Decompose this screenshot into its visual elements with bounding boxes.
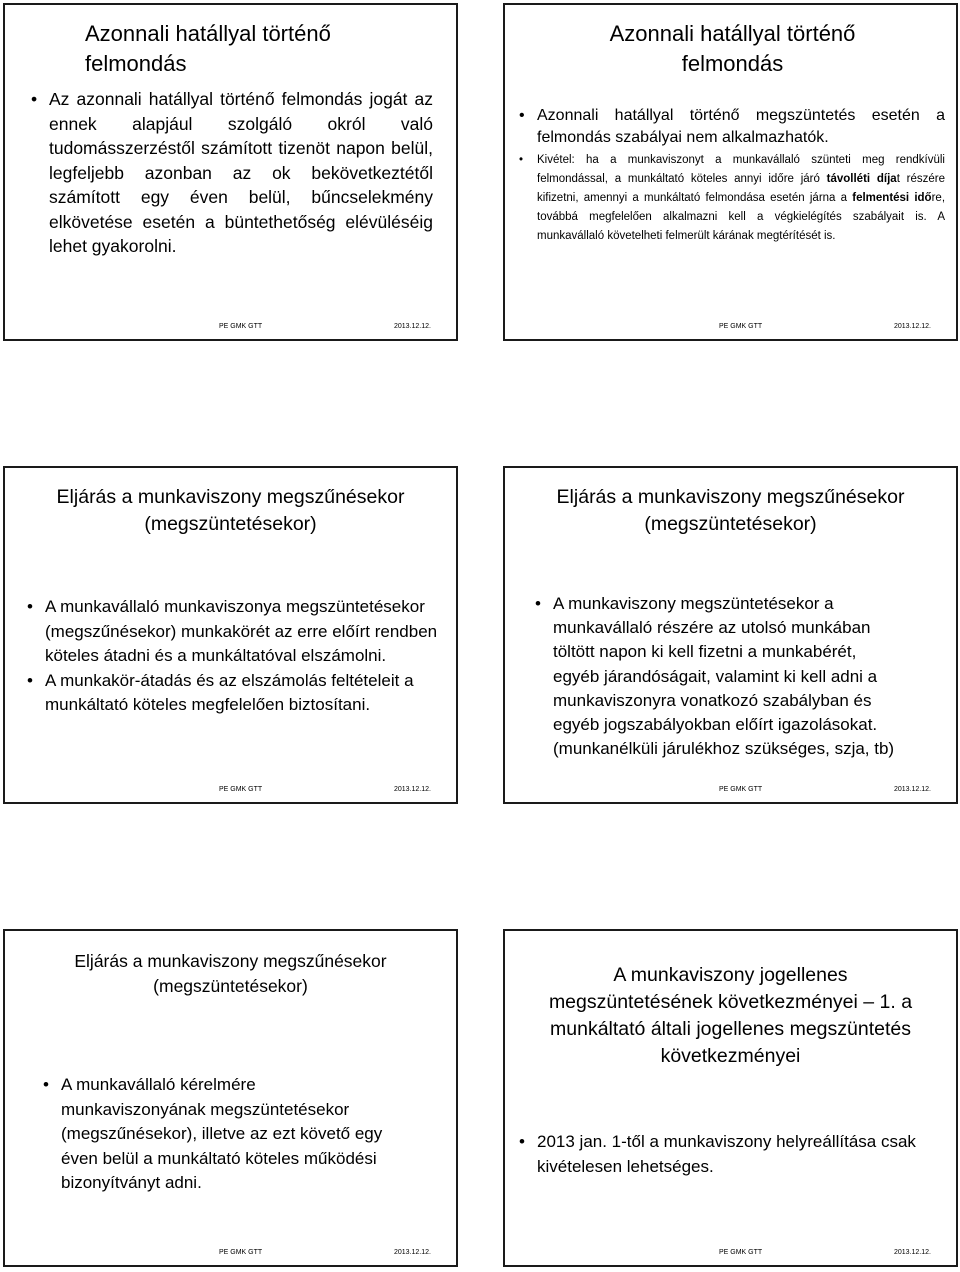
footer-date: 2013.12.12.	[894, 786, 931, 793]
bullet-item: • A munkaviszony megszüntetésekor a munkavállaló részére az utolsó munkában töltött napon ki kell fizetni a munkabérét, egyéb járandóságait, valamint ki kell adni a munkaviszonyra vonatkozó szabályban és egyéb jogszabályokban előírt igazolásokat. (munkanélküli járulékhoz szükséges, szja, tb)	[535, 592, 905, 761]
footer-date: 2013.12.12.	[394, 323, 431, 330]
bullet-item: • A munkavállaló munkaviszonya megszüntetésekor (megszűnésekor) munkakörét az erre előírt rendben köteles átadni és a munkáltatóval elszámolni.	[27, 595, 447, 669]
bullet-item-exception	[519, 151, 945, 246]
slide-4	[503, 466, 958, 804]
slide-footer	[505, 322, 956, 332]
footer-date: 2013.12.12.	[894, 323, 931, 330]
slide-footer	[505, 785, 956, 795]
slide-footer	[5, 322, 456, 332]
footer-org: PE GMK GTT	[219, 323, 263, 330]
bullet-item: • Azonnali hatállyal történő megszüntetés esetén a felmondás szabályai nem alkalmazhatók.	[519, 105, 945, 149]
slide-title: Eljárás a munkaviszony megszűnésekor (megszüntetésekor)	[556, 486, 905, 535]
footer-date: 2013.12.12.	[894, 1249, 931, 1256]
bullet-list	[43, 1073, 403, 1196]
exception-text: re, továbbá megfelelően alkalmazni kell a végkielégítés szabályait is. A munkavállaló követelheti felmerült kárának megtérítését is.	[537, 192, 946, 242]
exception-bold-term: felmentési idő	[852, 192, 932, 204]
bullet-list	[31, 87, 433, 259]
slide-title: Azonnali hatállyal történő felmondás	[85, 21, 331, 76]
bullet-list	[535, 592, 905, 761]
bullet-list	[27, 595, 447, 718]
footer-date: 2013.12.12.	[394, 786, 431, 793]
bullet-item: • A munkakör-átadás és az elszámolás feltételeit a munkáltató köteles megfelelően biztosítani.	[27, 669, 447, 718]
footer-org: PE GMK GTT	[719, 1249, 763, 1256]
exception-text: Kivétel: ha a munkaviszonyt a munkavállaló szünteti meg rendkívüli felmondással, a munkáltató köteles annyi időre járó	[537, 154, 945, 185]
slide-title: Azonnali hatállyal történő felmondás	[609, 21, 856, 76]
slide-3	[3, 466, 458, 804]
slide-footer	[5, 785, 456, 795]
slide-5	[3, 929, 458, 1267]
slide-footer	[5, 1248, 456, 1258]
footer-org: PE GMK GTT	[719, 323, 763, 330]
slide-title: A munkaviszony jogellenes megszüntetésének következményei – 1. a munkáltató általi jogellenes megszüntetés következményei	[548, 964, 913, 1067]
slide-6	[503, 929, 958, 1267]
footer-org: PE GMK GTT	[719, 786, 763, 793]
footer-org: PE GMK GTT	[219, 1249, 263, 1256]
slide-1	[3, 3, 458, 341]
bullet-item: • Az azonnali hatállyal történő felmondás jogát az ennek alapjául szolgáló okról való tudomásszerzéstől számított tizenöt napon belül, legfeljebb azonban az ok bekövetkeztétől számított egy éven belül, bűncselekmény elkövetése esetén a büntethetőség elévüléséig lehet gyakorolni.	[31, 87, 433, 259]
slide-footer	[505, 1248, 956, 1258]
bullet-list	[519, 1130, 939, 1179]
slide-title: Eljárás a munkaviszony megszűnésekor (megszüntetésekor)	[56, 486, 405, 535]
bullet-item: • 2013 jan. 1-től a munkaviszony helyreállítása csak kivételesen lehetséges.	[519, 1130, 939, 1179]
bullet-item: • A munkavállaló kérelmére munkaviszonyának megszüntetésekor (megszűnésekor), illetve az ezt követő egy éven belül a munkáltató köteles működési bizonyítványt adni.	[43, 1073, 403, 1196]
slide-2	[503, 3, 958, 341]
footer-date: 2013.12.12.	[394, 1249, 431, 1256]
slide-title: Eljárás a munkaviszony megszűnésekor (megszüntetésekor)	[74, 951, 387, 996]
bullet-list	[519, 105, 945, 246]
exception-bold-term: távolléti díja	[826, 173, 897, 185]
exception-text: t részére kifizetni, amennyi a munkáltató felmondása esetén járna a	[537, 173, 945, 204]
footer-org: PE GMK GTT	[219, 786, 263, 793]
